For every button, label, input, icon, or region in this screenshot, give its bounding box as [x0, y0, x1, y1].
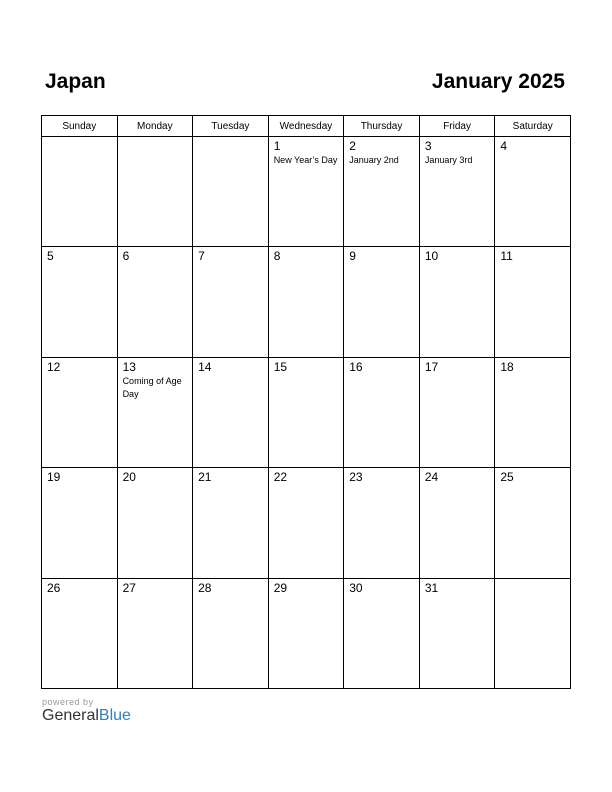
day-number: 2 — [349, 139, 356, 153]
weekday-header: Thursday — [344, 116, 420, 137]
day-cell — [419, 357, 495, 467]
day-number: 31 — [424, 580, 439, 595]
holiday-label — [193, 140, 268, 141]
holiday-label: New Year’s Day — [273, 155, 338, 165]
holiday-label — [495, 153, 570, 154]
holiday-label — [344, 484, 419, 485]
holiday-label — [420, 484, 495, 485]
day-number: 19 — [47, 470, 61, 485]
day-number: 1 — [273, 139, 281, 153]
day-cell — [344, 247, 420, 357]
day-cell — [344, 357, 420, 467]
day-cell — [42, 468, 118, 578]
holiday-label — [420, 263, 495, 264]
day-number: 18 — [500, 359, 514, 374]
day-cell — [268, 137, 344, 247]
day-number: 27 — [122, 580, 136, 595]
day-number: 7 — [198, 249, 205, 264]
day-number: 25 — [500, 470, 514, 485]
holiday-label — [118, 140, 193, 141]
holiday-label: January 2nd — [349, 155, 399, 165]
day-cell — [419, 578, 495, 688]
holiday-label — [118, 484, 193, 485]
day-cell — [117, 357, 193, 467]
day-cell — [42, 137, 118, 247]
holiday-label — [495, 484, 570, 485]
weekday-header: Wednesday — [268, 116, 344, 137]
day-cell — [419, 137, 495, 247]
week-row — [42, 247, 571, 357]
holiday-label — [193, 374, 268, 375]
holiday-label — [42, 374, 117, 375]
day-number: 13 — [122, 359, 136, 374]
day-number: 21 — [198, 470, 212, 485]
holiday-label — [344, 374, 419, 375]
day-cell — [419, 247, 495, 357]
holiday-label — [193, 263, 268, 264]
week-row — [42, 578, 571, 688]
holiday-label — [495, 263, 570, 264]
day-cell — [344, 578, 420, 688]
weekday-header: Tuesday — [193, 116, 269, 137]
holiday-label — [420, 595, 495, 596]
powered-by-text: powered by — [42, 697, 94, 707]
day-number: 9 — [349, 249, 356, 264]
day-cell — [193, 578, 269, 688]
day-number: 14 — [198, 359, 212, 374]
day-cell — [193, 247, 269, 357]
day-cell — [419, 468, 495, 578]
day-cell — [268, 578, 344, 688]
holiday-label — [42, 263, 117, 264]
day-number: 29 — [273, 580, 288, 595]
holiday-label — [269, 484, 344, 485]
day-cell — [42, 247, 118, 357]
day-cell — [268, 357, 344, 467]
holiday-label — [42, 140, 117, 141]
day-number: 20 — [122, 470, 136, 485]
day-cell — [117, 137, 193, 247]
day-number: 26 — [47, 580, 61, 595]
day-cell — [193, 357, 269, 467]
day-cell — [117, 578, 193, 688]
day-number: 23 — [349, 470, 363, 485]
day-number: 24 — [424, 470, 439, 485]
day-cell — [42, 578, 118, 688]
holiday-label — [269, 595, 344, 596]
holiday-label — [269, 374, 344, 375]
weekday-header: Monday — [117, 116, 193, 137]
holiday-label — [118, 595, 193, 596]
day-cell — [268, 468, 344, 578]
day-number: 4 — [500, 139, 508, 153]
weekday-header: Sunday — [42, 116, 118, 137]
day-cell — [495, 137, 571, 247]
week-row — [42, 468, 571, 578]
day-cell — [495, 468, 571, 578]
day-number: 17 — [424, 359, 439, 374]
brand-blue-text: Blue — [98, 707, 131, 724]
week-row — [42, 357, 571, 467]
day-cell — [495, 247, 571, 357]
holiday-label: January 3rd — [424, 155, 473, 165]
day-number: 6 — [122, 249, 130, 264]
holiday-label — [42, 595, 117, 596]
day-number: 28 — [198, 580, 212, 595]
holiday-label — [344, 263, 419, 264]
holiday-label — [118, 263, 193, 264]
day-cell — [495, 578, 571, 688]
calendar-grid — [41, 115, 571, 689]
day-number: 22 — [273, 470, 288, 485]
day-cell — [344, 137, 420, 247]
day-number: 30 — [349, 580, 363, 595]
day-number: 11 — [500, 249, 513, 264]
weekday-header: Friday — [419, 116, 495, 137]
day-cell — [117, 468, 193, 578]
day-cell — [268, 247, 344, 357]
brand-general-text: General — [42, 707, 99, 724]
day-cell — [193, 137, 269, 247]
holiday-label — [42, 484, 117, 485]
month-year-title: January 2025 — [431, 70, 565, 93]
day-cell — [42, 357, 118, 467]
holiday-label — [420, 374, 495, 375]
holiday-label: Coming of Age Day — [122, 375, 182, 399]
holiday-label — [269, 263, 344, 264]
weekday-header-row — [42, 116, 571, 137]
day-number: 15 — [273, 359, 288, 374]
day-cell — [117, 247, 193, 357]
holiday-label — [495, 374, 570, 375]
week-row — [42, 137, 571, 247]
day-number: 3 — [424, 139, 432, 153]
day-number: 5 — [47, 249, 54, 264]
holiday-label — [495, 582, 570, 583]
day-number: 10 — [424, 249, 439, 264]
weekday-header: Saturday — [495, 116, 571, 137]
footer-branding — [42, 697, 131, 725]
day-cell — [193, 468, 269, 578]
day-number: 12 — [47, 359, 61, 374]
day-cell — [344, 468, 420, 578]
day-number: 8 — [273, 249, 281, 264]
holiday-label — [193, 484, 268, 485]
holiday-label — [344, 595, 419, 596]
country-title: Japan — [45, 70, 106, 93]
generalblue-logo[interactable] — [42, 707, 131, 725]
day-cell — [495, 357, 571, 467]
holiday-label — [193, 595, 268, 596]
day-number: 16 — [349, 359, 363, 374]
